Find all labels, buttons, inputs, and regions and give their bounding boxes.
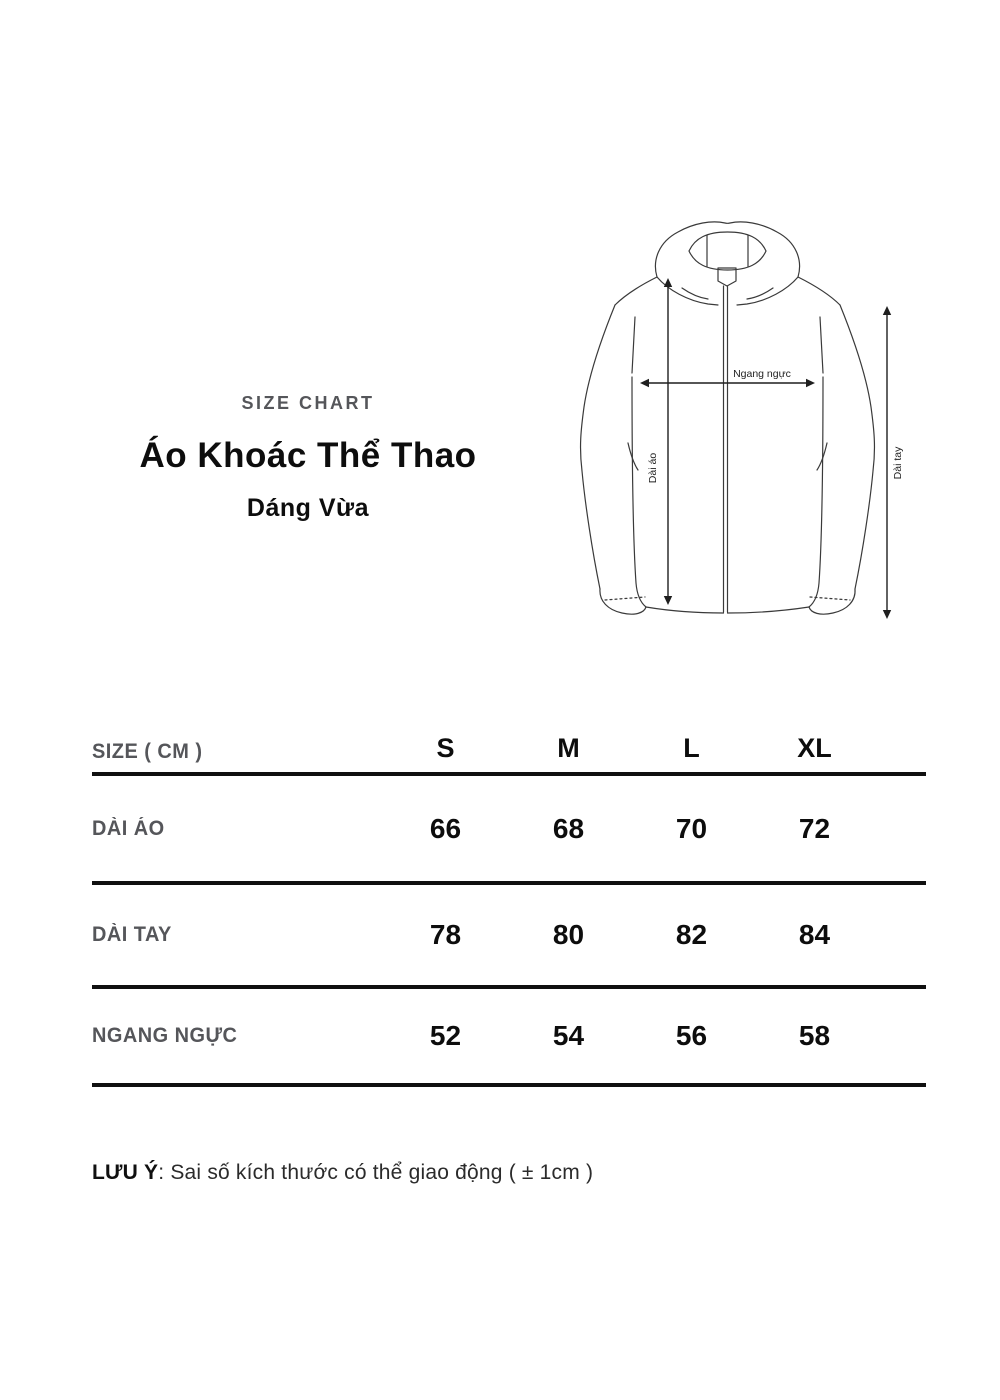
sleeve-left-outer — [581, 305, 615, 589]
value-cell: 72 — [798, 812, 831, 844]
hem-right — [728, 607, 810, 613]
arrowhead — [664, 596, 672, 605]
tolerance-note — [92, 1161, 792, 1185]
value-cell: 58 — [798, 1020, 831, 1051]
sleeve-right-outer — [840, 305, 874, 589]
eyebrow-label: SIZE CHART — [241, 393, 375, 413]
cuff-right — [809, 589, 855, 614]
value-cell: 68 — [552, 812, 585, 844]
hood-opening — [689, 232, 766, 270]
value-cell: 52 — [429, 1020, 462, 1051]
body-seam-left — [632, 377, 646, 607]
fit-subtitle: Dáng Vừa — [246, 494, 370, 522]
column-header-s: S — [436, 733, 455, 763]
note-emphasis: LƯU Ý — [92, 1161, 159, 1184]
cuff-left — [600, 589, 646, 614]
row-label: NGANG NGỰC — [92, 1024, 238, 1047]
value-cell: 56 — [675, 1020, 708, 1051]
arrowhead — [883, 610, 891, 619]
value-cell: 54 — [552, 1020, 585, 1051]
chest-width-label: Ngang ngực — [733, 368, 791, 380]
shoulder-left — [615, 277, 657, 305]
table-row-sleeve-length — [92, 885, 926, 989]
arrowhead — [640, 379, 649, 387]
table-header-row — [92, 728, 926, 776]
hood-outline — [655, 222, 799, 277]
value-cell: 70 — [675, 812, 708, 844]
jacket-measurement-diagram — [555, 215, 945, 635]
column-header-l: L — [683, 733, 700, 763]
row-label: DÀI TAY — [92, 923, 172, 946]
size-table — [92, 728, 926, 1087]
value-cell: 82 — [675, 919, 708, 950]
arrowhead — [806, 379, 815, 387]
note-text: : Sai số kích thước có thể giao động ( ± 1cm ) — [158, 1161, 594, 1184]
title-block — [58, 393, 558, 523]
column-header-xl: XL — [797, 733, 832, 763]
value-cell: 80 — [552, 919, 585, 950]
body-length-label: Dài áo — [647, 452, 659, 484]
body-seam-right — [809, 377, 823, 607]
table-unit-label: SIZE ( CM ) — [92, 740, 203, 763]
value-cell: 78 — [429, 919, 462, 950]
column-header-m: M — [557, 733, 580, 763]
armpit-seam-right — [820, 317, 823, 373]
value-cell: 66 — [429, 812, 462, 844]
hem-left — [646, 607, 724, 613]
arrowhead — [664, 278, 672, 287]
armpit-seam-left — [632, 317, 635, 373]
page-title: Áo Khoác Thể Thao — [139, 436, 477, 475]
row-label: DÀI ÁO — [92, 816, 165, 840]
arrowhead — [883, 306, 891, 315]
zipper-garage — [718, 268, 736, 286]
value-cell: 84 — [798, 919, 831, 950]
shoulder-right — [798, 277, 840, 305]
jacket-line-art — [555, 215, 945, 635]
sleeve-length-label: Dài tay — [892, 446, 904, 480]
table-row-chest-width — [92, 989, 926, 1087]
table-row-body-length — [92, 776, 926, 885]
